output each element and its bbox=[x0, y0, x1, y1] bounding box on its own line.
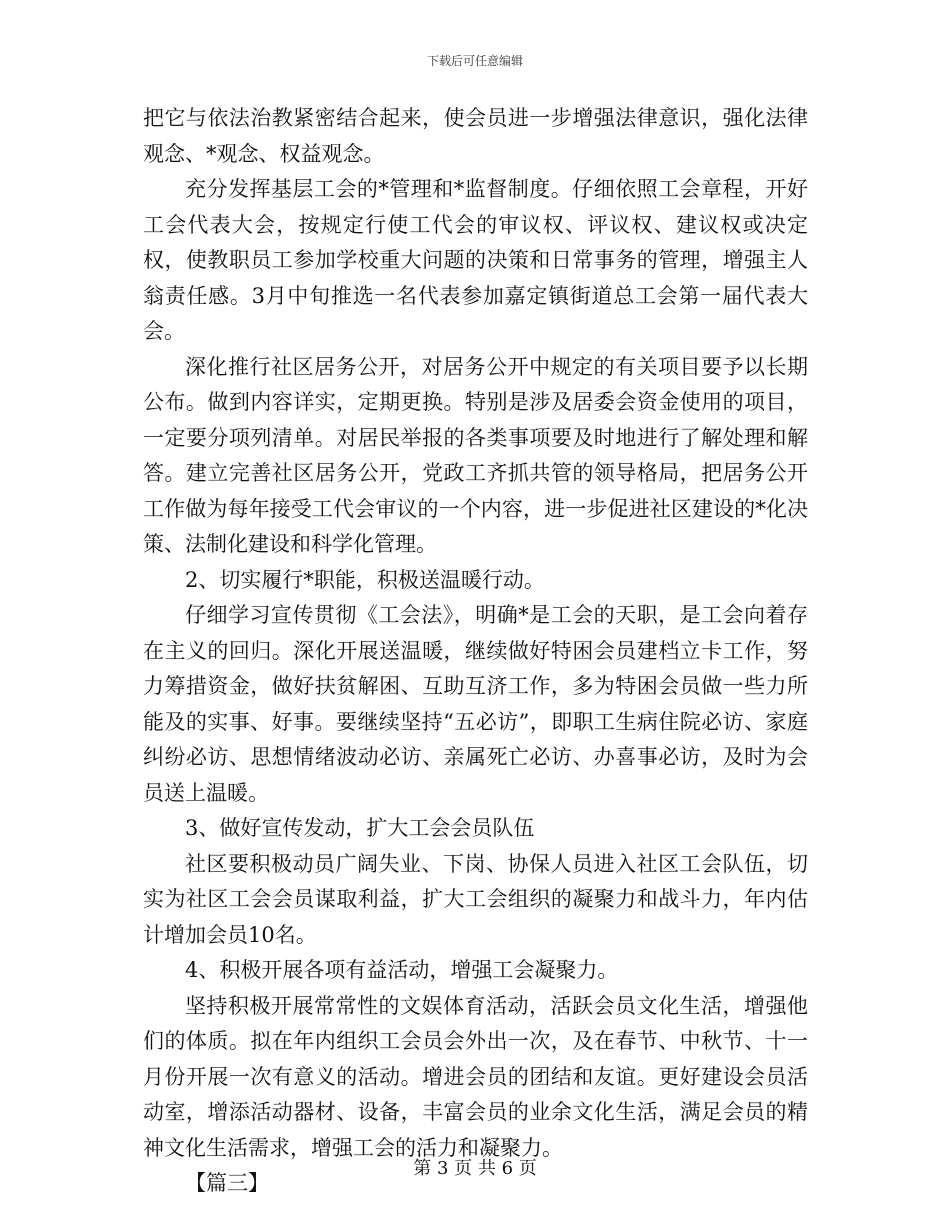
paragraph-1: 把它与依法治教紧密结合起来，使会员进一步增强法律意识，强化法律观念、*观念、权益观念。 bbox=[143, 106, 808, 166]
paragraph-5: 社区要积极动员广阔失业、下岗、协保人员进入社区工会队伍，切实为社区工会会员谋取利益，扩大工会组织的凝聚力和战斗力，年内估计增加会员10名。 bbox=[143, 851, 808, 947]
paragraph-6: 坚持积极开展常常性的文娱体育活动，活跃会员文化生活，增强他们的体质。拟在年内组织工会员会外出一次，及在春节、中秋节、十一月份开展一次有意义的活动。增进会员的团结和友谊。更好建设会员活动室，增添活动器材、设备，丰富会员的业余文化生活，满足会员的精神文化生活需求，增强工会的活力和凝聚力。 bbox=[143, 993, 808, 1160]
page-header: 下载后可任意编辑 bbox=[426, 54, 523, 68]
paragraph-2: 充分发挥基层工会的*管理和*监督制度。仔细依照工会章程，开好工会代表大会，按规定行使工代会的审议权、评议权、建议权或决定权，使教职员工参加学校重大问题的决策和日常事务的管理，增强主人翁责任感。3月中旬推选一名代表参加嘉定镇街道总工会第一届代表大会。 bbox=[143, 177, 808, 343]
section-heading-4: 4、积极开展各项有益活动，增强工会凝聚力。 bbox=[185, 958, 619, 982]
page-number: 第 3 页 共 6 页 bbox=[413, 1158, 537, 1179]
section-heading-2: 2、切实履行*职能，积极送温暖行动。 bbox=[185, 567, 545, 592]
document-body bbox=[143, 101, 808, 1202]
paragraph-4: 仔细学习宣传贯彻《工会法》，明确*是工会的天职，是工会向着存在主义的回归。深化开展送温暖，继续做好特困会员建档立卡工作，努力筹措资金，做好扶贫解困、互助互济工作，多为特困会员做一些力所能及的实事、好事。要继续坚持“五必访”，即职工生病住院必访、家庭纠纷必访、思想情绪波动必访、亲属死亡必访、办喜事必访，及时为会员送上温暖。 bbox=[143, 603, 808, 805]
section-heading-3: 3、做好宣传发动，扩大工会会员队伍 bbox=[185, 816, 535, 840]
chapter-marker: 【篇三】 bbox=[185, 1171, 269, 1195]
paragraph-3: 深化推行社区居务公开，对居务公开中规定的有关项目要予以长期公布。做到内容详实，定期更换。特别是涉及居委会资金使用的项目，一定要分项列清单。对居民举报的各类事项要及时地进行了解处理和解答。建立完善社区居务公开，党政工齐抓共管的领导格局，把居务公开工作做为每年接受工代会审议的一个内容，进一步促进社区建设的*化决策、法制化建设和科学化管理。 bbox=[143, 354, 808, 556]
